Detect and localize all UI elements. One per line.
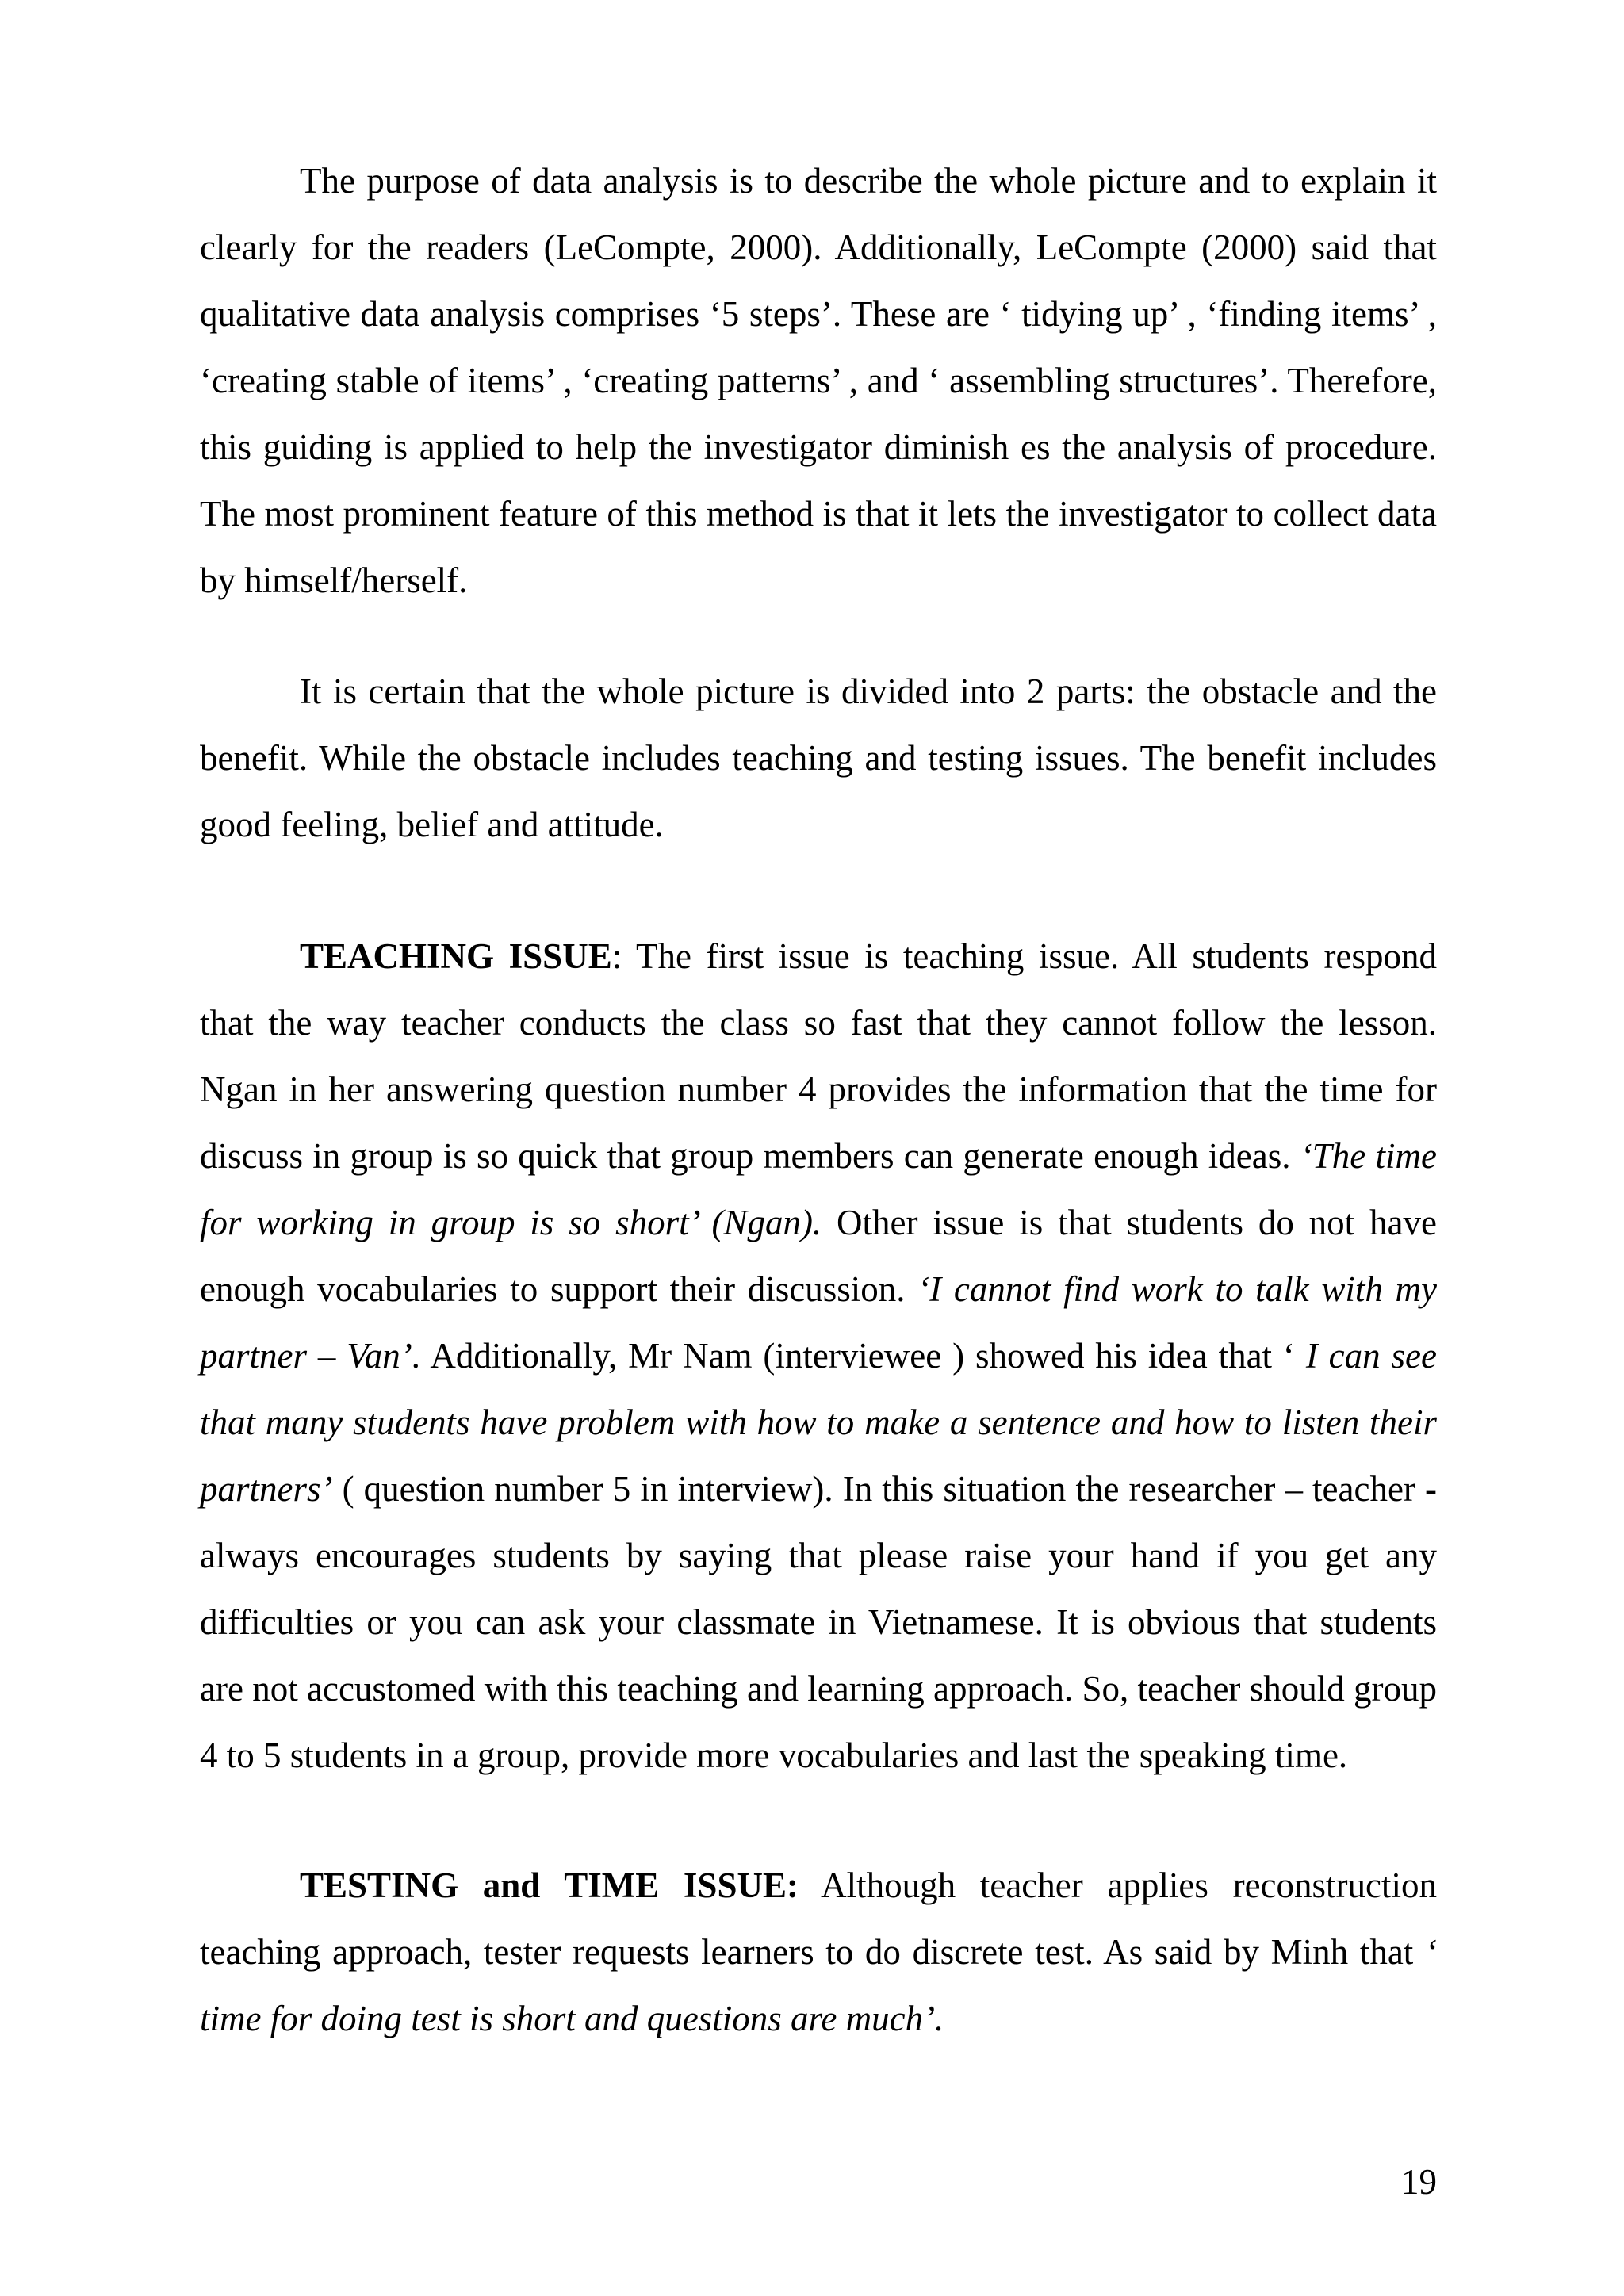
paragraph-whole-picture	[200, 658, 1437, 858]
quote-van: ‘I cannot find work to talk with my partner – Van’.	[200, 1269, 1438, 1376]
paragraph-text: The purpose of data analysis is to describe the whole picture and to explain it clearly for the readers (LeCompte, 2000). Additionally, LeCompte (2000) said that qualitative data analysis comprises ‘5 steps’. These are ‘ tidying up’ , ‘finding items’ , ‘creating stable of items’ , ‘creating patterns’ , and ‘ assembling structures’. Therefore, this guiding is applied to help the investigator diminish es the analysis of procedure. The most prominent feature of this method is that it lets the investigator to collect data by himself/herself.	[200, 161, 1437, 600]
paragraph-text: Other issue is that students do not have enough vocabularies to support their discussion.	[200, 1203, 1437, 1309]
paragraph-teaching-issue	[200, 923, 1437, 1789]
section-heading-testing-time-issue: TESTING and TIME ISSUE:	[300, 1866, 799, 1905]
quote-ngan: ‘The time for working in group is so short’ (Ngan).	[200, 1136, 1437, 1242]
section-heading-teaching-issue: TEACHING ISSUE	[300, 936, 612, 976]
paragraph-data-analysis	[200, 147, 1437, 614]
paragraph-text: It is certain that the whole picture is divided into 2 parts: the obstacle and the benefit. While the obstacle includes teaching and testing issues. The benefit includes good feeling, belief and attitude.	[200, 672, 1437, 844]
quote-minh: ‘ time for doing test is short and questions are much’.	[200, 1932, 1437, 2038]
paragraph-testing-time-issue	[200, 1852, 1437, 2052]
quote-mr-nam: I can see that many students have problem with how to make a sentence and how to listen their partners’	[200, 1336, 1437, 1509]
paragraph-text: Although teacher applies reconstruction teaching approach, tester requests learners to do discrete test. As said by Minh that	[200, 1866, 1437, 1972]
paragraph-text: ( question number 5 in interview). In this situation the researcher – teacher - always encourages students by saying that please raise your hand if you get any difficulties or you can ask your classmate in Vietnamese. It is obvious that students are not accustomed with this teaching and learning approach. So, teacher should group 4 to 5 students in a group, provide more vocabularies and last the speaking time.	[200, 1469, 1437, 1775]
page-number: 19	[1401, 2162, 1437, 2202]
page-body	[200, 147, 1437, 2052]
paragraph-text: : The first issue is teaching issue. All students respond that the way teacher conducts the class so fast that they cannot follow the lesson. Ngan in her answering question number 4 provides the information that the time for discuss in group is so quick that group members can generate enough ideas.	[200, 936, 1437, 1176]
paragraph-text: Additionally, Mr Nam (interviewee ) showed his idea that ‘	[421, 1336, 1306, 1376]
